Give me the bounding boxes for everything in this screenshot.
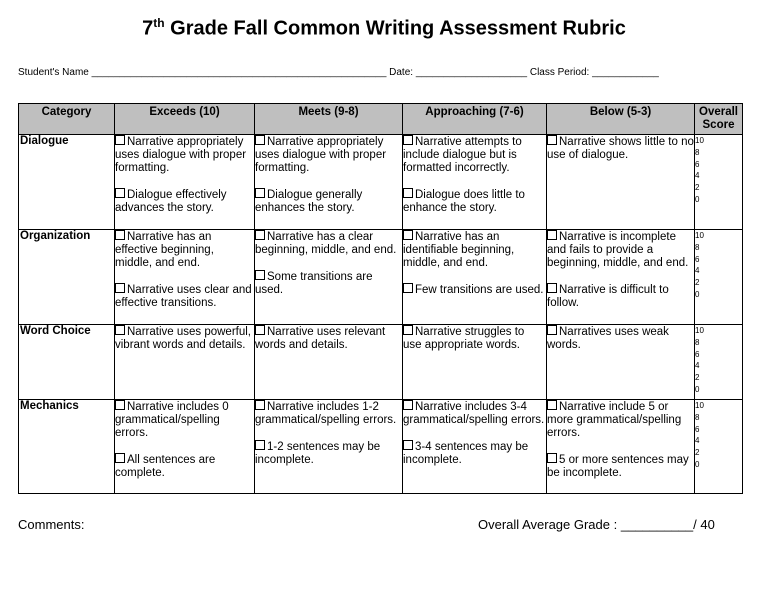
- checkbox-icon[interactable]: [403, 400, 413, 410]
- checkbox-icon[interactable]: [115, 283, 125, 293]
- rubric-row-mechanics: [19, 400, 743, 494]
- title-text: Grade Fall Common Writing Assessment Rubric: [164, 17, 626, 40]
- criteria-item[interactable]: All sentences are complete.: [115, 454, 216, 479]
- criteria-item[interactable]: Few transitions are used.: [403, 283, 546, 297]
- criteria-cell: [547, 325, 695, 400]
- category-label: Word Choice: [19, 325, 115, 400]
- comments-label: Comments:: [18, 517, 85, 532]
- checkbox-icon[interactable]: [115, 453, 125, 463]
- criteria-item[interactable]: Narrative appropriately uses dialogue with proper formatting.: [115, 136, 247, 174]
- criteria-item[interactable]: Narrative attempts to include dialogue but is formatted incorrectly.: [403, 136, 522, 174]
- overall-average-grade[interactable]: Overall Average Grade : __________/ 40: [478, 517, 715, 532]
- criteria-item[interactable]: Narrative shows little to no use of dialogue.: [547, 136, 694, 161]
- criteria-cell: [255, 325, 403, 400]
- criteria-cell: [115, 400, 255, 494]
- criteria-item[interactable]: Narrative is incomplete and fails to provide a beginning, middle, and end.: [547, 231, 689, 269]
- criteria-item[interactable]: Narrative include 5 or more grammatical/spelling errors.: [547, 401, 682, 439]
- category-label: Mechanics: [19, 400, 115, 494]
- criteria-cell: [403, 400, 547, 494]
- score-options[interactable]: 10 8 6 4 2 0: [695, 400, 743, 494]
- rubric-row-word-choice: [19, 325, 743, 400]
- criteria-cell: [547, 135, 695, 230]
- score-options[interactable]: 10 8 6 4 2 0: [695, 325, 743, 400]
- criteria-cell: [547, 230, 695, 325]
- criteria-cell: [547, 400, 695, 494]
- checkbox-icon[interactable]: [547, 453, 557, 463]
- checkbox-icon[interactable]: [403, 188, 413, 198]
- criteria-cell: [115, 325, 255, 400]
- checkbox-icon[interactable]: [115, 400, 125, 410]
- criteria-item[interactable]: 3-4 sentences may be incomplete.: [403, 441, 529, 466]
- checkbox-icon[interactable]: [547, 283, 557, 293]
- checkbox-icon[interactable]: [255, 188, 265, 198]
- checkbox-icon[interactable]: [255, 270, 265, 280]
- student-info-line[interactable]: Student's Name _____________________________________________________ Date: ____________________ Class Period: ____________: [18, 67, 659, 78]
- rubric-row-organization: [19, 230, 743, 325]
- checkbox-icon[interactable]: [547, 135, 557, 145]
- checkbox-icon[interactable]: [403, 325, 413, 335]
- criteria-cell: [255, 230, 403, 325]
- checkbox-icon[interactable]: [115, 135, 125, 145]
- criteria-item[interactable]: 1-2 sentences may be incomplete.: [255, 441, 381, 466]
- header-overall-score: Overall Score: [695, 104, 743, 135]
- criteria-cell: [403, 135, 547, 230]
- criteria-item[interactable]: Some transitions are used.: [255, 271, 373, 296]
- criteria-cell: [255, 400, 403, 494]
- criteria-item[interactable]: Narrative is difficult to follow.: [547, 284, 669, 309]
- criteria-cell: [115, 230, 255, 325]
- checkbox-icon[interactable]: [115, 188, 125, 198]
- criteria-cell: [255, 135, 403, 230]
- header-exceeds: Exceeds (10): [115, 104, 255, 135]
- checkbox-icon[interactable]: [115, 230, 125, 240]
- criteria-cell: [403, 325, 547, 400]
- header-approaching: Approaching (7-6): [403, 104, 547, 135]
- checkbox-icon[interactable]: [547, 230, 557, 240]
- checkbox-icon[interactable]: [547, 325, 557, 335]
- title-superscript: th: [153, 16, 165, 30]
- criteria-cell: [115, 135, 255, 230]
- page-title: [0, 16, 768, 41]
- criteria-item[interactable]: Narrative includes 3-4 grammatical/spelling errors.: [403, 401, 545, 426]
- checkbox-icon[interactable]: [255, 440, 265, 450]
- rubric-table: [18, 103, 743, 494]
- criteria-item[interactable]: Dialogue generally enhances the story.: [255, 189, 363, 214]
- category-label: Dialogue: [19, 135, 115, 230]
- checkbox-icon[interactable]: [255, 135, 265, 145]
- criteria-item[interactable]: Narrative uses relevant words and details.: [255, 326, 386, 351]
- score-options[interactable]: 10 8 6 4 2 0: [695, 135, 743, 230]
- criteria-item[interactable]: 5 or more sentences may be incomplete.: [547, 454, 689, 479]
- checkbox-icon[interactable]: [403, 440, 413, 450]
- header-meets: Meets (9-8): [255, 104, 403, 135]
- checkbox-icon[interactable]: [403, 135, 413, 145]
- checkbox-icon[interactable]: [547, 400, 557, 410]
- criteria-item[interactable]: Narrative includes 0 grammatical/spelling errors.: [115, 401, 229, 439]
- header-row: [19, 104, 743, 135]
- rubric-row-dialogue: [19, 135, 743, 230]
- category-label: Organization: [19, 230, 115, 325]
- criteria-item[interactable]: Narrative has an effective beginning, middle, and end.: [115, 231, 214, 269]
- header-category: Category: [19, 104, 115, 135]
- checkbox-icon[interactable]: [255, 230, 265, 240]
- score-options[interactable]: 10 8 6 4 2 0: [695, 230, 743, 325]
- checkbox-icon[interactable]: [403, 283, 413, 293]
- checkbox-icon[interactable]: [255, 400, 265, 410]
- criteria-item[interactable]: Narrative struggles to use appropriate words.: [403, 326, 525, 351]
- checkbox-icon[interactable]: [255, 325, 265, 335]
- criteria-item[interactable]: Narrative uses powerful, vibrant words and details.: [115, 326, 251, 351]
- checkbox-icon[interactable]: [403, 230, 413, 240]
- criteria-item[interactable]: Dialogue effectively advances the story.: [115, 189, 227, 214]
- criteria-item[interactable]: Dialogue does little to enhance the story.: [403, 189, 525, 214]
- criteria-item[interactable]: Narratives uses weak words.: [547, 326, 669, 351]
- criteria-item[interactable]: Narrative includes 1-2 grammatical/spelling errors.: [255, 401, 397, 426]
- title-number: 7: [142, 17, 154, 40]
- criteria-item[interactable]: Narrative has an identifiable beginning, middle, and end.: [403, 231, 515, 269]
- criteria-item[interactable]: Narrative appropriately uses dialogue with proper formatting.: [255, 136, 387, 174]
- checkbox-icon[interactable]: [115, 325, 125, 335]
- criteria-cell: [403, 230, 547, 325]
- criteria-item[interactable]: Narrative uses clear and effective transitions.: [115, 284, 252, 309]
- header-below: Below (5-3): [547, 104, 695, 135]
- criteria-item[interactable]: Narrative has a clear beginning, middle, and end.: [255, 231, 397, 256]
